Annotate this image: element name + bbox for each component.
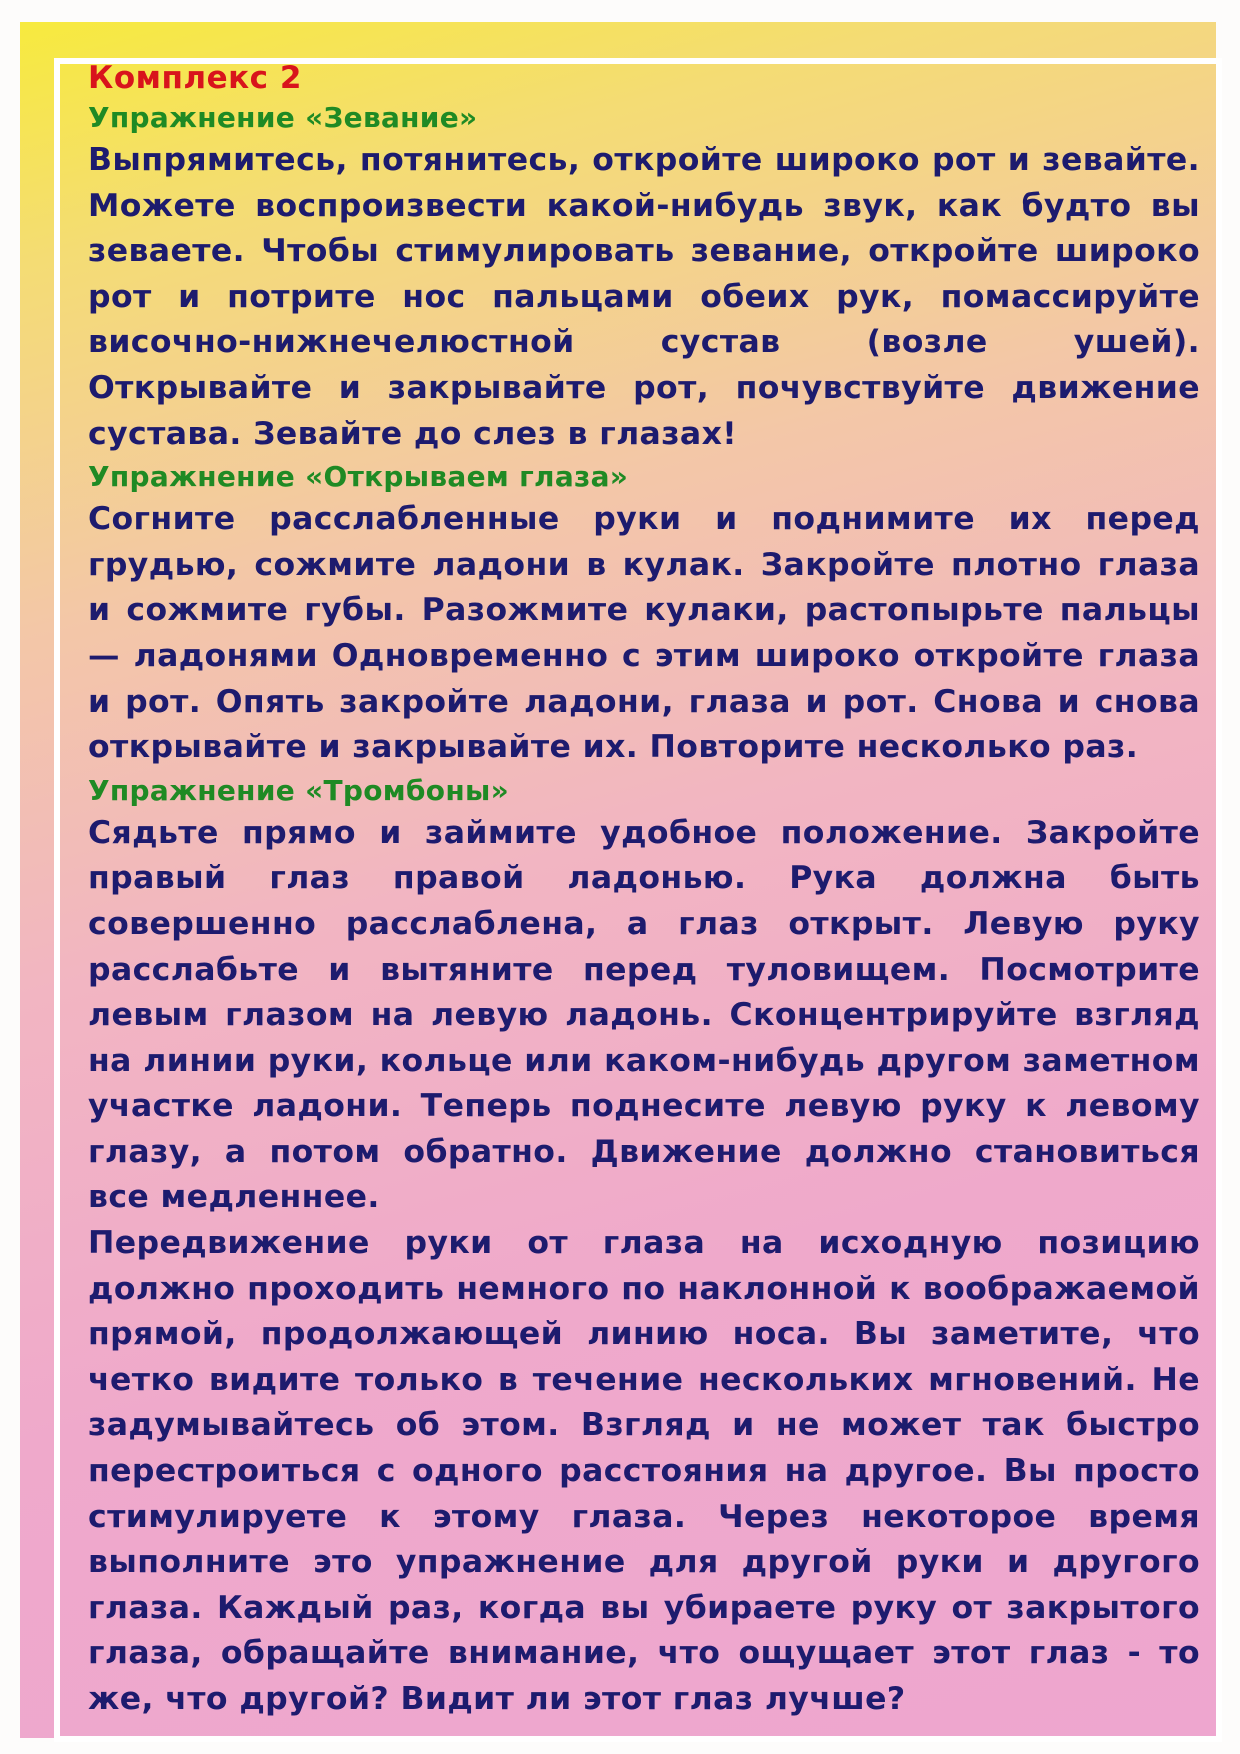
exercise-title-trombones: Упражнение «Тромбоны» bbox=[88, 773, 509, 807]
gradient-card bbox=[20, 22, 1216, 1738]
exercise-trombones-text-2: Передвижение руки от глаза на исходную позицию должно проходить немного по наклонной к воображаемой прямой, продолжающей линию носа. Вы заметите, что четко видите только в течение нескольких мгновений. Не задумывайтесь об этом. Взгляд и не может так быстро перестроиться с одного расстояния на другое. Вы просто стимулируете к этому глаза. Через некоторое время выполните это упражнение для другой руки и другого глаза. Каждый раз, когда вы убираете руку от закрытого глаза, обращайте внимание, что ощущает этот глаз - то же, что другой? Видит ли этот глаз лучше? bbox=[88, 1225, 1200, 1717]
exercise-yawning-text: Выпрямитесь, потянитесь, откройте широко рот и зевайте. Можете воспроизвести какой-нибудь звук, как будто вы зеваете. Чтобы стимулировать зевание, откройте широко рот и потрите нос пальцами обеих рук, помассируйте височно-нижнечелюстной сустав (возле ушей). Открывайте и закрывайте рот, почувствуйте движение сустава. Зевайте до слез в глазах! bbox=[88, 142, 1200, 452]
exercise-title-yawning: Упражнение «Зевание» bbox=[88, 101, 478, 134]
content-column bbox=[88, 58, 1200, 1723]
exercise-title-open-eyes: Упражнение «Открываем глаза» bbox=[88, 460, 629, 494]
exercise-trombones-text-1: Сядьте прямо и займите удобное положение. Закройте правый глаз правой ладонью. Рука должна быть совершенно расслаблена, а глаз открыт. Левую руку расслабьте и вытяните перед туловищем. Посмотрите левым глазом на левую ладонь. Сконцентрируйте взгляд на линии руки, кольце или каком-нибудь другом заметном участке ладони. Теперь поднесите левую руку к левому глазу, а потом обратно. Движение должно становиться все медленнее. bbox=[88, 814, 1200, 1216]
exercise-open-eyes-text: Согните расслабленные руки и поднимите их перед грудью, сожмите ладони в кулак. Закройте плотно глаза и сожмите губы. Разожмите кулаки, растопырьте пальцы — ладонями Одновременно с этим широко откройте глаза и рот. Опять закройте ладони, глаза и рот. Снова и снова открывайте и закрывайте их. Повторите несколько раз. bbox=[88, 501, 1200, 766]
complex-title: Комплекс 2 bbox=[88, 60, 302, 96]
